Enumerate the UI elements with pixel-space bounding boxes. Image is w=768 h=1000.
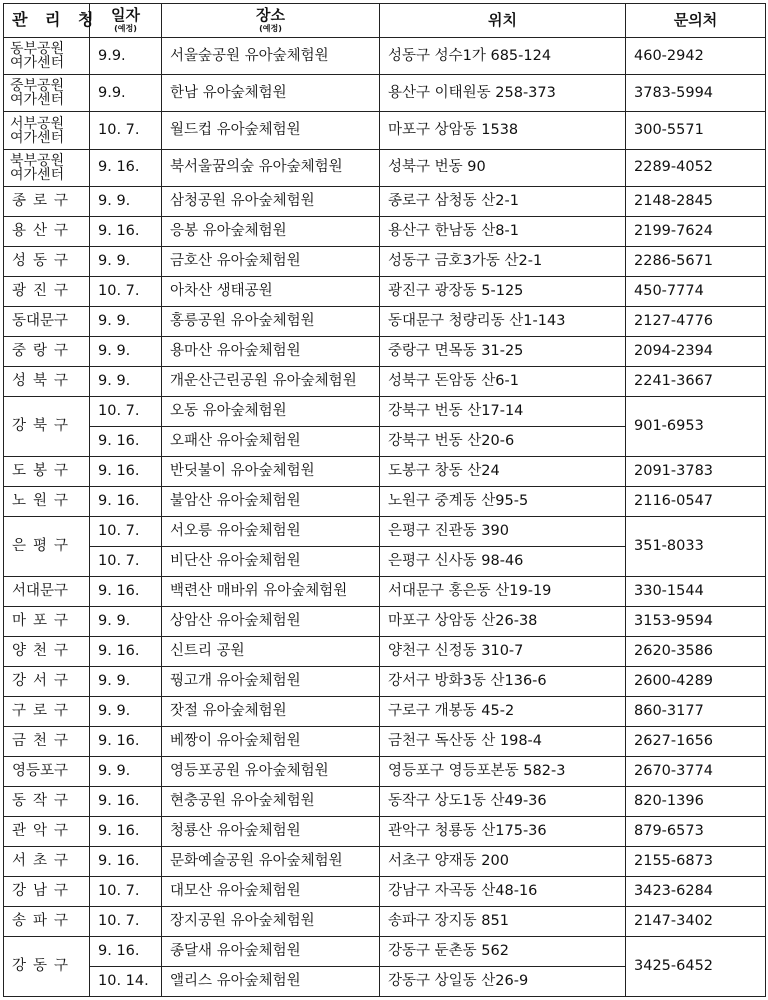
cell-location: 도봉구 창동 산24 — [380, 456, 626, 486]
header-location: 위치 — [380, 4, 626, 38]
header-date-label: 일자 — [111, 5, 140, 24]
cell-place: 상암산 유아숲체험원 — [162, 606, 380, 636]
cell-manager: 강동구 — [4, 936, 90, 996]
cell-contact: 2148-2845 — [626, 186, 766, 216]
cell-date: 9. 16. — [90, 456, 162, 486]
cell-location: 성동구 성수1가 685-124 — [380, 38, 626, 75]
cell-date: 9.9. — [90, 38, 162, 75]
cell-date: 9. 16. — [90, 426, 162, 456]
cell-date: 9. 9. — [90, 366, 162, 396]
cell-place: 종달새 유아숲체험원 — [162, 936, 380, 966]
cell-date: 10. 7. — [90, 396, 162, 426]
cell-contact: 860-3177 — [626, 696, 766, 726]
cell-contact: 3423-6284 — [626, 876, 766, 906]
cell-contact: 2620-3586 — [626, 636, 766, 666]
cell-place: 신트리 공원 — [162, 636, 380, 666]
cell-place: 삼청공원 유아숲체험원 — [162, 186, 380, 216]
header-place-sub: (예정) — [259, 23, 282, 33]
table-row — [4, 336, 766, 366]
cell-manager: 성동구 — [4, 246, 90, 276]
cell-location: 강북구 번동 산17-14 — [380, 396, 626, 426]
cell-manager: 노원구 — [4, 486, 90, 516]
cell-place: 영등포공원 유아숲체험원 — [162, 756, 380, 786]
cell-contact: 351-8033 — [626, 516, 766, 576]
cell-date: 9. 16. — [90, 726, 162, 756]
cell-contact: 2627-1656 — [626, 726, 766, 756]
table-row — [4, 606, 766, 636]
cell-place: 꿩고개 유아숲체험원 — [162, 666, 380, 696]
table-body — [4, 38, 766, 997]
table-row — [4, 246, 766, 276]
cell-contact: 330-1544 — [626, 576, 766, 606]
cell-place: 대모산 유아숲체험원 — [162, 876, 380, 906]
cell-place: 홍릉공원 유아숲체험원 — [162, 306, 380, 336]
cell-date: 9. 16. — [90, 816, 162, 846]
table-row — [4, 936, 766, 966]
cell-location: 서초구 양재동 200 — [380, 846, 626, 876]
cell-location: 영등포구 영등포본동 582-3 — [380, 756, 626, 786]
cell-manager: 동대문구 — [4, 306, 90, 336]
cell-location: 강남구 자곡동 산48-16 — [380, 876, 626, 906]
header-place — [162, 4, 380, 38]
cell-place: 월드컵 유아숲체험원 — [162, 112, 380, 149]
cell-manager: 영등포구 — [4, 756, 90, 786]
table-row — [4, 396, 766, 426]
table-row — [4, 366, 766, 396]
cell-contact: 2147-3402 — [626, 906, 766, 936]
cell-contact: 2199-7624 — [626, 216, 766, 246]
cell-place: 청룡산 유아숲체험원 — [162, 816, 380, 846]
cell-date: 9. 16. — [90, 936, 162, 966]
cell-location: 종로구 삼청동 산2-1 — [380, 186, 626, 216]
cell-location: 양천구 신정동 310-7 — [380, 636, 626, 666]
cell-contact: 2286-5671 — [626, 246, 766, 276]
cell-location: 송파구 장지동 851 — [380, 906, 626, 936]
cell-location: 성북구 번동 90 — [380, 149, 626, 186]
cell-contact: 2091-3783 — [626, 456, 766, 486]
cell-location: 노원구 중계동 산95-5 — [380, 486, 626, 516]
cell-location: 마포구 상암동 산26-38 — [380, 606, 626, 636]
cell-place: 용마산 유아숲체험원 — [162, 336, 380, 366]
cell-manager: 광진구 — [4, 276, 90, 306]
table-row — [4, 456, 766, 486]
table-row — [4, 516, 766, 546]
cell-place: 비단산 유아숲체험원 — [162, 546, 380, 576]
table-row — [4, 112, 766, 149]
table-row — [4, 876, 766, 906]
table-row — [4, 756, 766, 786]
table-row — [4, 576, 766, 606]
cell-location: 동작구 상도1동 산49-36 — [380, 786, 626, 816]
cell-location: 광진구 광장동 5-125 — [380, 276, 626, 306]
cell-date: 9. 16. — [90, 149, 162, 186]
cell-location: 금천구 독산동 산 198-4 — [380, 726, 626, 756]
cell-location: 강동구 둔촌동 562 — [380, 936, 626, 966]
table-row — [4, 276, 766, 306]
cell-place: 개운산근린공원 유아숲체험원 — [162, 366, 380, 396]
cell-location: 성북구 돈암동 산6-1 — [380, 366, 626, 396]
cell-location: 용산구 이태원동 258-373 — [380, 75, 626, 112]
cell-place: 응봉 유아숲체험원 — [162, 216, 380, 246]
cell-contact: 2670-3774 — [626, 756, 766, 786]
table-row — [4, 816, 766, 846]
cell-date: 9. 16. — [90, 486, 162, 516]
cell-place: 아차산 생태공원 — [162, 276, 380, 306]
cell-manager: 금천구 — [4, 726, 90, 756]
cell-date: 9. 9. — [90, 336, 162, 366]
cell-place: 오동 유아숲체험원 — [162, 396, 380, 426]
table-row — [4, 696, 766, 726]
cell-contact: 2094-2394 — [626, 336, 766, 366]
cell-location: 성동구 금호3가동 산2-1 — [380, 246, 626, 276]
cell-date: 10. 7. — [90, 546, 162, 576]
cell-date: 9. 16. — [90, 636, 162, 666]
cell-date: 9. 9. — [90, 666, 162, 696]
cell-contact: 450-7774 — [626, 276, 766, 306]
cell-manager: 도봉구 — [4, 456, 90, 486]
cell-location: 강북구 번동 산20-6 — [380, 426, 626, 456]
header-place-label: 장소 — [256, 5, 285, 24]
cell-place: 문화예술공원 유아숲체험원 — [162, 846, 380, 876]
cell-contact: 3783-5994 — [626, 75, 766, 112]
cell-date: 10. 14. — [90, 966, 162, 996]
cell-place: 백련산 매바위 유아숲체험원 — [162, 576, 380, 606]
cell-date: 9. 9. — [90, 186, 162, 216]
cell-contact: 3153-9594 — [626, 606, 766, 636]
cell-date: 9. 16. — [90, 576, 162, 606]
cell-contact: 2600-4289 — [626, 666, 766, 696]
table-row — [4, 75, 766, 112]
cell-date: 9. 9. — [90, 606, 162, 636]
cell-contact: 460-2942 — [626, 38, 766, 75]
cell-contact: 2241-3667 — [626, 366, 766, 396]
cell-place: 앨리스 유아숲체험원 — [162, 966, 380, 996]
cell-manager: 서초구 — [4, 846, 90, 876]
table-row — [4, 726, 766, 756]
cell-contact: 820-1396 — [626, 786, 766, 816]
cell-manager: 서부공원 여가센터 — [4, 112, 90, 149]
cell-location: 강동구 상일동 산26-9 — [380, 966, 626, 996]
cell-location: 은평구 진관동 390 — [380, 516, 626, 546]
table-row — [4, 666, 766, 696]
cell-place: 서울숲공원 유아숲체험원 — [162, 38, 380, 75]
table-row — [4, 636, 766, 666]
cell-manager: 동부공원 여가센터 — [4, 38, 90, 75]
cell-place: 장지공원 유아숲체험원 — [162, 906, 380, 936]
cell-place: 현충공원 유아숲체험원 — [162, 786, 380, 816]
cell-contact: 2289-4052 — [626, 149, 766, 186]
cell-manager: 마포구 — [4, 606, 90, 636]
table-row — [4, 216, 766, 246]
cell-date: 10. 7. — [90, 876, 162, 906]
cell-date: 9. 9. — [90, 246, 162, 276]
table-row — [4, 38, 766, 75]
cell-date: 9. 9. — [90, 696, 162, 726]
cell-date: 9. 9. — [90, 306, 162, 336]
cell-contact: 2127-4776 — [626, 306, 766, 336]
cell-contact: 300-5571 — [626, 112, 766, 149]
header-row — [4, 4, 766, 38]
cell-location: 강서구 방화3동 산136-6 — [380, 666, 626, 696]
table-row — [4, 149, 766, 186]
cell-place: 서오릉 유아숲체험원 — [162, 516, 380, 546]
header-contact: 문의처 — [626, 4, 766, 38]
cell-date: 10. 7. — [90, 276, 162, 306]
cell-place: 북서울꿈의숲 유아숲체험원 — [162, 149, 380, 186]
cell-contact: 3425-6452 — [626, 936, 766, 996]
cell-manager: 종로구 — [4, 186, 90, 216]
cell-location: 관악구 청룡동 산175-36 — [380, 816, 626, 846]
cell-place: 불암산 유아숲체험원 — [162, 486, 380, 516]
cell-place: 반딧불이 유아숲체험원 — [162, 456, 380, 486]
cell-manager: 강서구 — [4, 666, 90, 696]
cell-manager: 중부공원 여가센터 — [4, 75, 90, 112]
cell-date: 10. 7. — [90, 516, 162, 546]
table-row — [4, 846, 766, 876]
cell-contact: 2116-0547 — [626, 486, 766, 516]
cell-manager: 강남구 — [4, 876, 90, 906]
cell-location: 용산구 한남동 산8-1 — [380, 216, 626, 246]
cell-location: 마포구 상암동 1538 — [380, 112, 626, 149]
cell-manager: 구로구 — [4, 696, 90, 726]
cell-manager: 송파구 — [4, 906, 90, 936]
forest-experience-schedule-table — [3, 3, 766, 997]
table-row — [4, 906, 766, 936]
table-row — [4, 186, 766, 216]
cell-date: 9. 16. — [90, 846, 162, 876]
cell-manager: 용산구 — [4, 216, 90, 246]
table-row — [4, 306, 766, 336]
cell-location: 서대문구 홍은동 산19-19 — [380, 576, 626, 606]
cell-manager: 북부공원 여가센터 — [4, 149, 90, 186]
cell-location: 동대문구 청량리동 산1-143 — [380, 306, 626, 336]
cell-place: 베짱이 유아숲체험원 — [162, 726, 380, 756]
cell-manager: 강북구 — [4, 396, 90, 456]
table-row — [4, 786, 766, 816]
cell-place: 오패산 유아숲체험원 — [162, 426, 380, 456]
table-row — [4, 486, 766, 516]
cell-location: 은평구 신사동 98-46 — [380, 546, 626, 576]
cell-manager: 성북구 — [4, 366, 90, 396]
cell-manager: 양천구 — [4, 636, 90, 666]
cell-manager: 은평구 — [4, 516, 90, 576]
cell-date: 10. 7. — [90, 112, 162, 149]
cell-contact: 2155-6873 — [626, 846, 766, 876]
header-date — [90, 4, 162, 38]
cell-contact: 879-6573 — [626, 816, 766, 846]
cell-manager: 동작구 — [4, 786, 90, 816]
cell-date: 10. 7. — [90, 906, 162, 936]
cell-date: 9. 9. — [90, 756, 162, 786]
cell-contact: 901-6953 — [626, 396, 766, 456]
header-date-sub: (예정) — [114, 23, 137, 33]
cell-place: 한남 유아숲체험원 — [162, 75, 380, 112]
cell-place: 금호산 유아숲체험원 — [162, 246, 380, 276]
cell-date: 9. 16. — [90, 216, 162, 246]
cell-manager: 서대문구 — [4, 576, 90, 606]
cell-date: 9.9. — [90, 75, 162, 112]
cell-date: 9. 16. — [90, 786, 162, 816]
cell-manager: 중랑구 — [4, 336, 90, 366]
cell-location: 구로구 개봉동 45-2 — [380, 696, 626, 726]
header-manager: 관 리 청 — [4, 4, 90, 38]
cell-location: 중랑구 면목동 31-25 — [380, 336, 626, 366]
cell-manager: 관악구 — [4, 816, 90, 846]
cell-place: 잣절 유아숲체험원 — [162, 696, 380, 726]
